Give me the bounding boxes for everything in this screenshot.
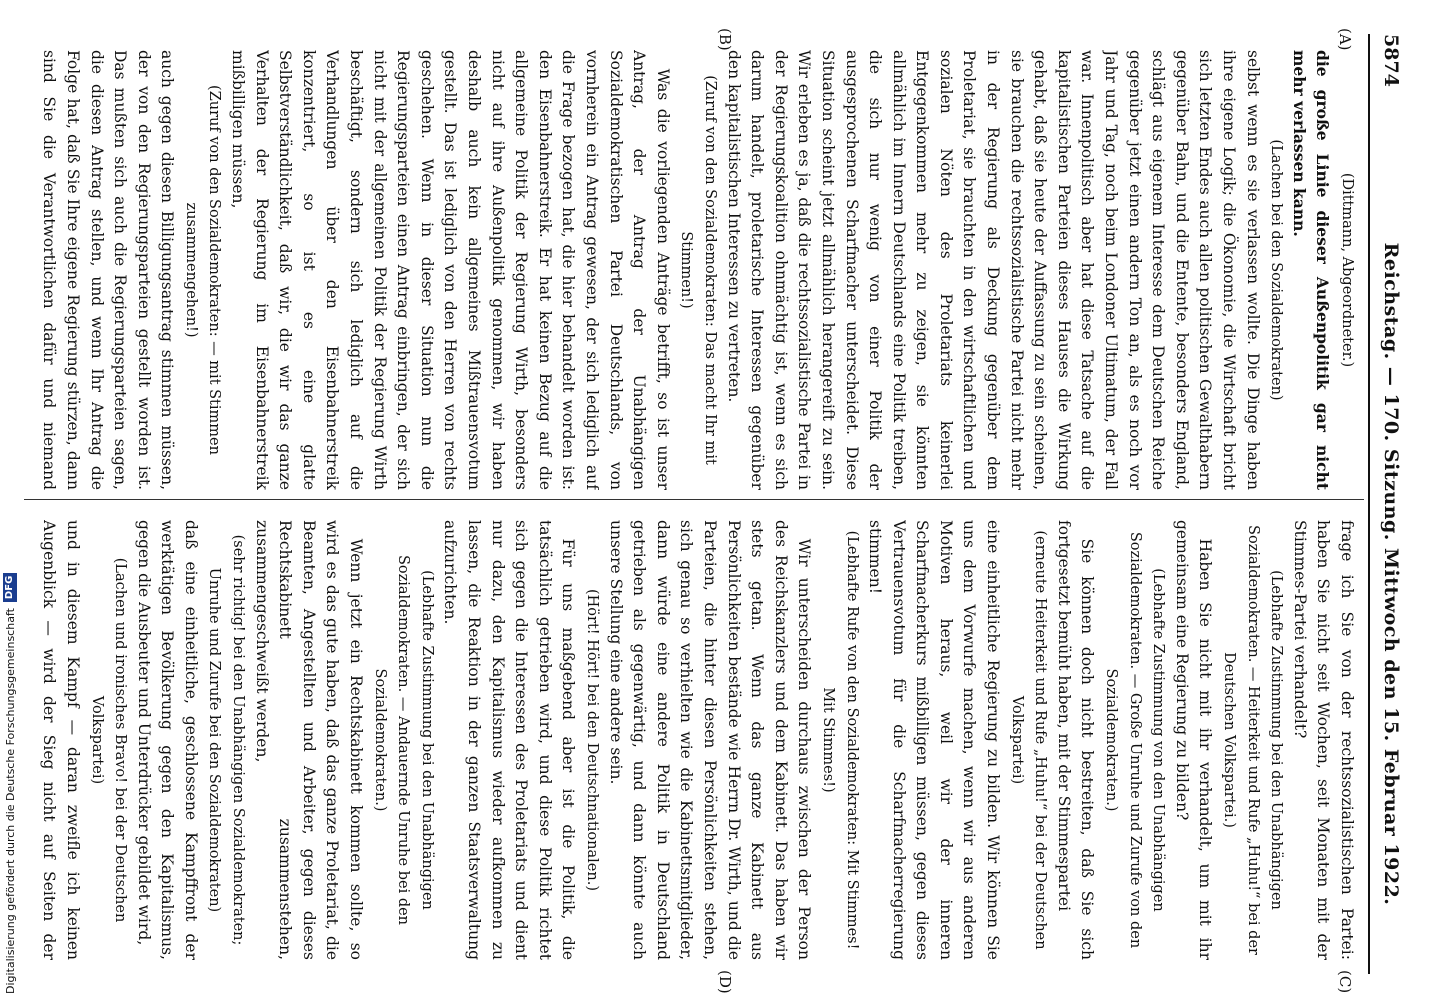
paragraph: frage ich Sie von der rechtssozialistischen Partei: haben Sie nicht seit Wochen, seit Monaten mit der Stimmes-Partei verhandelt?: [1290, 520, 1356, 960]
page-number: 5874: [1380, 34, 1402, 87]
margin-marker-b: (B): [716, 28, 734, 51]
dfg-logo: DFG: [3, 573, 17, 602]
paragraph: Für uns maßgebend aber ist die Politik, die tatsächlich getrieben wird, und diese Politik richtet sich gegen die Interessen des Proletariats und dient nur dazu, den Kapitalismus wieder aufkommen zu lassen, die Reaktion in der ganzen Staatsverwaltung aufzurichten.: [441, 520, 578, 960]
paragraph: die große Linie dieser Außenpolitik gar nicht mehr verlassen kann.: [1289, 50, 1333, 490]
interjection: (Lebhafte Zustimmung bei den Unabhängigen Sozialdemokraten. — Heiterkeit und Rufe „Huhu!“ bei der Deutschen Volkspartei.): [1221, 525, 1285, 955]
paragraph: Wir unterscheiden durchaus zwischen der Person des Reichskanzlers und dem Kabinett. Das haben wir stets getan. Wenn das ganze Kabinett aus Persönlichkeiten bestände wie Herrn Dr. Wirth, und die Parteien, die hinter diesen Persönlichkeiten stehen, sich genau so verhielten wie die Kabinettsmitglieder, dann würde eine andere Politik in Deutschland getrieben als gegenwärtig, und dann könnte auch unsere Stellung eine andere sein.: [606, 520, 814, 960]
speaker-line: (Dittmann, Abgeordneter.): [1339, 172, 1355, 368]
interjection: (Lebhafte Zustimmung von den Unabhängigen Sozialdemokraten. — Große Unruhe und Zurufe von den Sozialdemokraten.): [1103, 531, 1167, 949]
paragraph: selbst wenn es sie verlassen wollte. Die Dinge haben ihre eigene Logik; die Ökonomie, die Wirtschaft bricht sich letzten Endes auch allen politischen Gewalthabern gegenüber Bahn, und die Entente, besonders England, schlägt aus eigenem Interesse dem Deutschen Reiche gegenüber jetzt einen andern Ton an, als es noch vor Jahr und Tag, noch beim Londoner Ultimatum, der Fall war. Innenpolitisch aber hat diese Tatsache auf die kapitalistischen Parteien dieses Hauses die Wirkung gehabt, daß sie heute der Auffassung zu sein scheinen, sie brauchen die rechtssozialistische Partei nicht mehr in der Regierung als Deckung gegenüber dem Proletariat, sie brauchten in den wirtschaftlichen und sozialen Nöten des Proletariats keinerlei Entgegenkommen mehr zu zeigen, sie könnten allmählich im Innern Deutschlands eine Politik treiben, die sich nur wenig von einer Politik der ausgesprochenen Scharfmacher unterscheidet. Diese Situation scheint jetzt allmählich herangereift zu sein. Wir erleben es ja, daß die rechtssozialistische Partei in der Regierungskoalition ohnmächtig ist, wenn es sich darum handelt, proletarische Interessen gegenüber den kapitalistischen Interessen zu vertreten.: [724, 50, 1262, 490]
interjection: (Hört! Hört! bei den Deutschnationalen.): [584, 589, 600, 891]
right-column: [38, 520, 1358, 960]
column-divider: [24, 499, 1364, 500]
paragraph: daß eine einheitliche, geschlossene Kampffront der werktätigen Bevölkerung gegen den Kapitalismus, gegen die Ausbeuter und Unterdrücker gebildet wird,: [134, 520, 200, 960]
paragraph: Wenn jetzt ein Rechtskabinett kommen sollte, so wird es das gute haben, daß das ganze Proletariat, die Beamten, Angestellten und Arbeiter, gegen dieses Rechtskabinett zusammenstehen, zusammengeschweißt werden,: [252, 520, 366, 960]
digitization-credit: [0, 0, 20, 1000]
margin-marker-a: (A): [1336, 28, 1354, 51]
paragraph: und in diesem Kampf — daran zweifle ich keinen Augenblick — wird der Sieg nicht auf Seiten der: [40, 520, 82, 960]
margin-marker-d: (D): [716, 970, 734, 994]
paragraph: Was die vorliegenden Anträge betrifft, so ist unser Antrag, der Antrag der Unabhängigen Sozialdemokratischen Partei Deutschlands, von vornherein ein Antrag gewesen, der sich lediglich auf die Frage bezogen hat, die hier behandelt worden ist: den Eisenbahnerstreik. Er hat keinen Bezug auf die allgemeine Politik der Regierung Wirth, besonders nicht auf ihre Außenpolitik genommen, wir haben deshalb auch kein allgemeines Mißtrauensvotum gestellt. Das ist lediglich von den Herren von rechts geschehen. Wenn in dieser Situation nun die Regierungsparteien einen Antrag einbringen, der sich nicht mit der allgemeinen Politik der Regierung Wirth beschäftigt, sondern sich lediglich auf die Verhandlungen über den Eisenbahnerstreik konzentriert, so ist es eine glatte Selbstverständlichkeit, daß wir, die wir das ganze Verhalten der Regierung im Eisenbahnerstreik mißbilligen müssen,: [229, 50, 672, 490]
interjection: (erneute Heiterkeit und Rufe „Huhu!“ bei der Deutschen Volkspartei): [1008, 530, 1049, 950]
page-header: [1368, 34, 1410, 974]
credit-text: Digitalisierung gefördert durch die Deutsche Forschungsgemeinschaft: [3, 608, 17, 994]
left-column: [38, 50, 1358, 490]
interjection: (Zuruf von den Sozialdemokraten: — mit Stimmen zusammengehen!): [182, 85, 223, 455]
interjection: (Lachen und ironisches Bravo! bei der Deutschen Volkspartei): [88, 557, 129, 923]
interjection: (Zuruf von den Sozialdemokraten: Das macht Ihr mit Stimmen!): [678, 75, 718, 465]
interjection: (Lachen bei den Sozialdemokraten): [1268, 139, 1285, 401]
interjection: (sehr richtig! bei den Unabhängigen Sozialdemokraten; Unruhe und Zurufe bei den Sozialdemokraten): [206, 534, 247, 946]
paragraph: auch gegen diesen Billigungsantrag stimmen müssen, der von den Regierungsparteien gestellt worden ist. Das mußten sich auch die Regierungsparteien sagen, die diesen Antrag stellen, und wenn Ihr Antrag die Folge hat, daß Sie Ihre eigene Regierung stürzen, dann sind Sie die Verantwortlichen dafür und niemand: [40, 50, 177, 490]
interjection: (Lebhafte Zustimmung bei den Unabhängigen Sozialdemokraten. — Andauernde Unruhe bei den Sozialdemokraten.): [371, 554, 435, 926]
running-title: Reichstag. — 170. Sitzung. Mittwoch den 15. Februar 1922.: [1380, 242, 1402, 906]
paragraph: eine einheitliche Regierung zu bilden. Wir können Sie uns dem Vorwurfe machen, wenn wir aus anderen Motiven heraus, weil wir der inneren Scharfmacherkurs mißbilligen müssen, gegen dieses Vertrauensvotum für die Scharfmacherregierung stimmen!: [866, 520, 1003, 960]
margin-marker-c: (C): [1336, 970, 1354, 994]
paragraph: Sie können doch nicht bestreiten, daß Sie sich fortgesetzt bemüht haben, mit der Stimmespartei: [1054, 520, 1097, 960]
interjection: (Lebhafte Rufe von den Sozialdemokraten: Mit Stimmes! Mit Stimmes!): [819, 530, 860, 950]
paragraph: Haben Sie nicht mit ihr verhandelt, um mit ihr gemeinsam eine Regierung zu bilden?: [1172, 520, 1215, 960]
